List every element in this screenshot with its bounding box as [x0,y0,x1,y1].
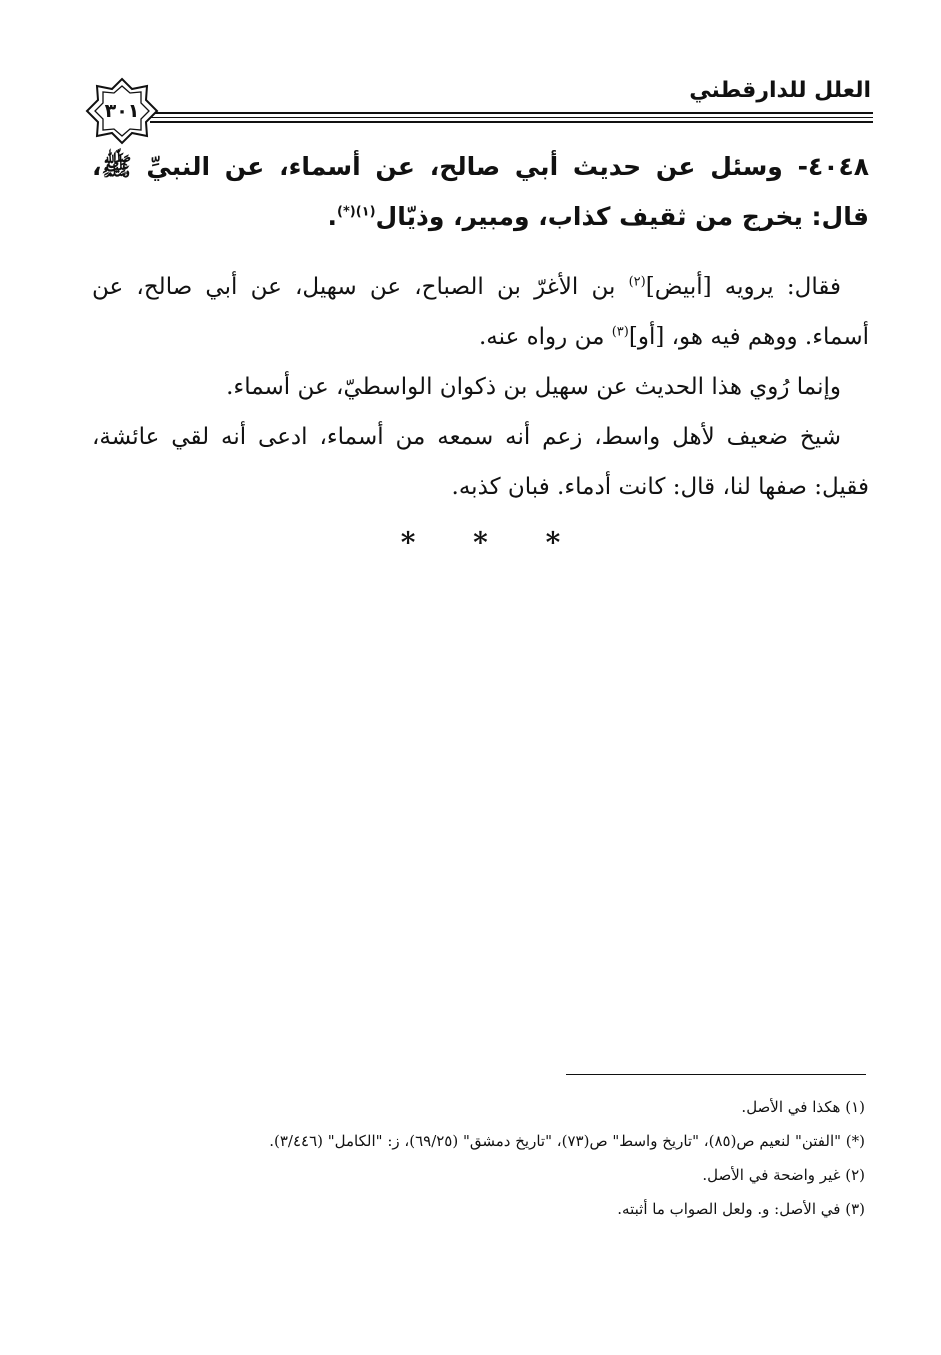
header-rule [150,112,873,126]
answer-text: بن الأغرّ بن الصباح، عن سهيل، عن أبي صالح، عن أسماء. ووهم فيه هو، [أو] [92,274,869,350]
footnote: (٣) في الأصل: و. ولعل الصواب ما أثبته. [617,1200,865,1218]
hadith-heading-text: ٤٠٤٨- وسئل عن حديث أبي صالح، عن أسماء، عن النبيِّ ﷺ، قال: يخرج من ثقيف كذاب، ومبير، وذيّال [92,152,869,231]
section-separator: * * * [400,526,561,559]
footnote-divider [566,1074,866,1075]
answer-text: من رواه عنه. [478,324,612,350]
footnote: (*) "الفتن" لنعيم ص(٨٥)، "تاريخ واسط" ص(٧٣)، "تاريخ دمشق" (٦٩/٢٥)، ز: "الكامل" (٣/٤٤٦). [269,1132,865,1150]
paragraph-2: وإنما رُوي هذا الحديث عن سهيل بن ذكوان الواسطيّ، عن أسماء. [226,374,841,400]
hadith-heading [92,142,869,242]
answer-paragraph [92,262,869,362]
footnote-ref: (٢) [628,274,646,290]
footnotes [130,1090,865,1226]
footnote: (٢) غير واضحة في الأصل. [702,1166,865,1184]
page-number-badge [84,76,160,146]
page-number: ٣٠١ [104,100,140,122]
main-text [92,142,869,559]
running-title: العلل للدارقطني [689,78,871,103]
paragraph-3: شيخ ضعيف لأهل واسط، زعم أنه سمعه من أسماء، ادعى أنه لقي عائشة، فقيل: صفها لنا، قال: كانت أدماء. فبان كذبه. [92,424,869,500]
footnote-ref: (١)(*) [337,204,376,220]
footnote: (١) هكذا في الأصل. [741,1098,865,1116]
answer-text: فقال: يرويه [أبيض] [645,274,841,300]
heading-end: . [327,202,338,231]
footnote-ref: (٣) [611,324,629,340]
